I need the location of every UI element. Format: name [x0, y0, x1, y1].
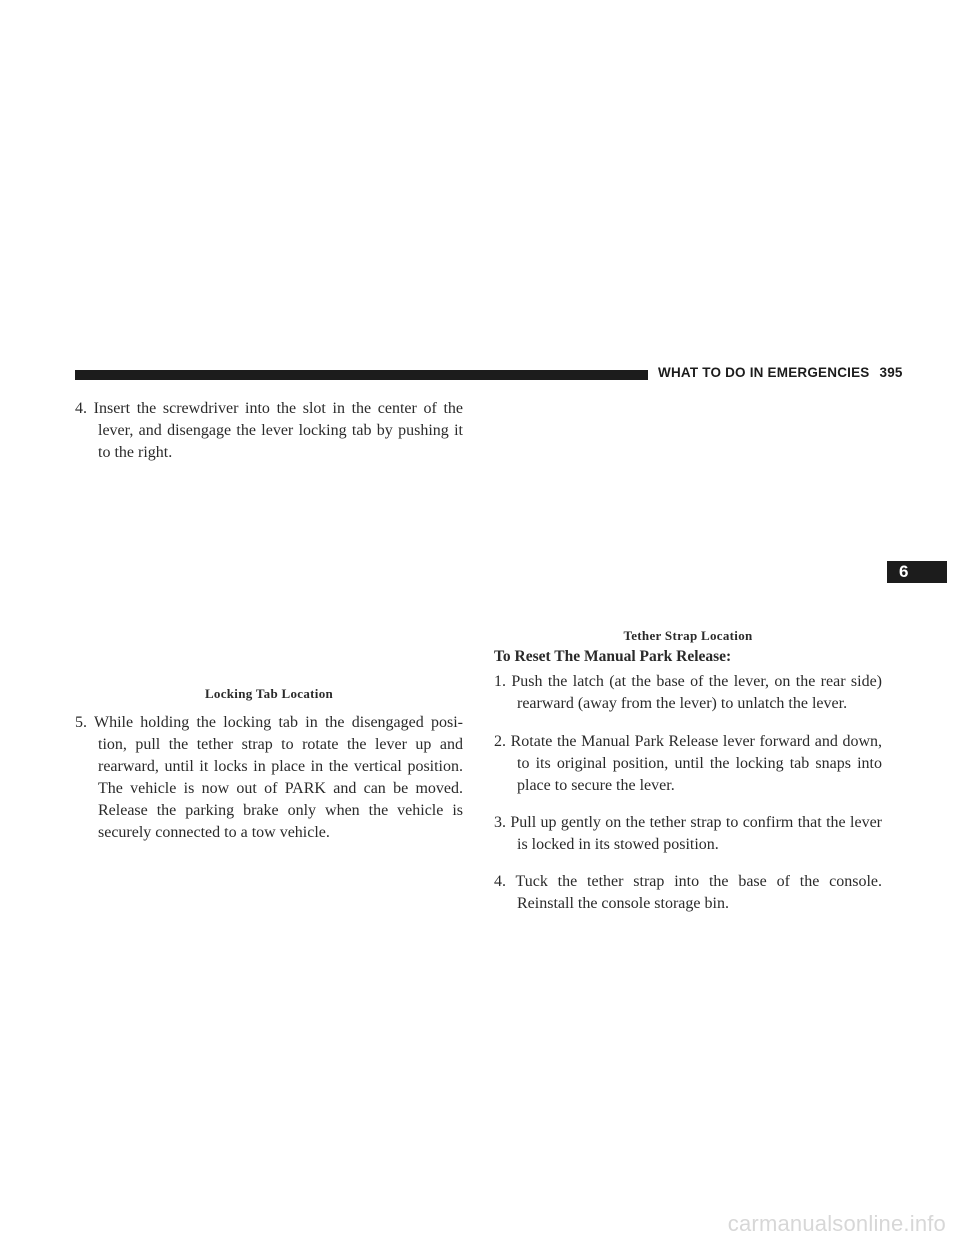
- header-rule: [75, 370, 648, 380]
- step-5-hold-locking-tab: 5. While holding the locking tab in the disengaged posi- tion, pull the tether strap to rotate the lever up and rearward, until it locks in place in the vertical position. The vehicle is now out of PARK and can be moved. Release the parking brake only when the vehicle is securely connected to a tow vehicle.: [75, 714, 463, 841]
- figure-caption-tether-strap: Tether Strap Location: [623, 628, 753, 643]
- reset-step-3: 3. Pull up gently on the tether strap to confirm that the lever is locked in its stowed position.: [494, 814, 882, 853]
- section-title: WHAT TO DO IN EMERGENCIES: [658, 365, 870, 380]
- chapter-number: 6: [899, 562, 909, 581]
- page-number: 395: [879, 365, 903, 380]
- section-heading-reset: To Reset The Manual Park Release:: [494, 648, 732, 665]
- step-4-insert-screwdriver: 4. Insert the screwdriver into the slot in the center of the lever, and disengage the lever locking tab by pushing it to the right.: [75, 400, 463, 461]
- reset-step-1: 1. Push the latch (at the base of the lever, on the rear side) rearward (away from the lever) to unlatch the lever.: [494, 673, 882, 712]
- running-header: [658, 365, 903, 380]
- watermark: carmanualsonline.info: [727, 1211, 946, 1236]
- figure-caption-locking-tab: Locking Tab Location: [204, 686, 334, 701]
- reset-step-4: 4. Tuck the tether strap into the base of the console. Reinstall the console storage bin.: [494, 873, 882, 912]
- chapter-tab: [887, 561, 947, 583]
- reset-step-2: 2. Rotate the Manual Park Release lever forward and down, to its original position, until the locking tab snaps into place to secure the lever.: [494, 733, 882, 794]
